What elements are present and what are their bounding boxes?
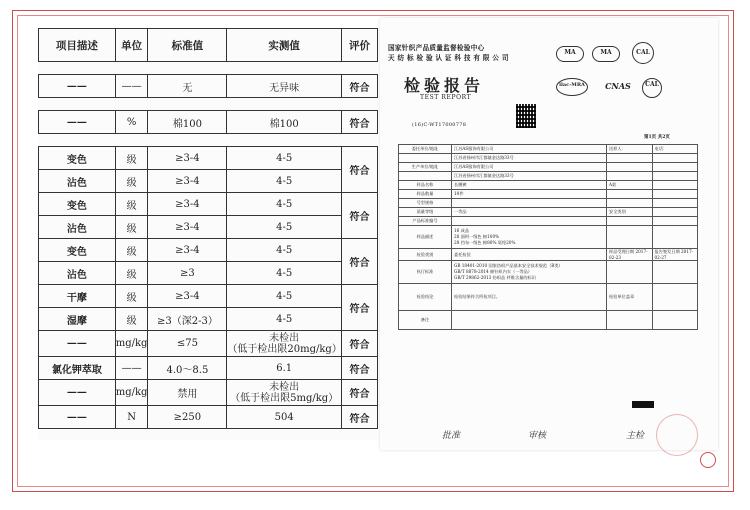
spec-cell-std: ≥250 [148, 406, 227, 429]
report-row-extra2 [652, 163, 698, 172]
spec-header-row [39, 29, 378, 62]
report-row-extra: 样品受理日期 2017-02-23 [607, 249, 653, 261]
spec-cell-unit: mg/kg [115, 331, 148, 357]
cnas-logo-icon: CNAS [605, 81, 631, 91]
gap-cell [148, 62, 227, 75]
report-row-label: 号型规格 [399, 199, 452, 208]
report-row-label [399, 172, 452, 181]
gap-cell [341, 134, 377, 147]
spec-cell-item: —— [39, 75, 116, 98]
spec-cell-val: 4-5 [227, 147, 342, 170]
spec-cell-res: 符合 [341, 193, 377, 239]
spec-cell-val: 未检出 （低于检出限5mg/kg） [227, 380, 342, 406]
report-row-extra [607, 261, 653, 284]
report-row-extra2: 电话： [652, 145, 698, 154]
table-row [399, 226, 698, 249]
gap-cell [341, 62, 377, 75]
table-row [39, 285, 378, 308]
report-title: 检验报告 [404, 76, 485, 95]
report-row-extra2 [652, 311, 698, 330]
spec-cell-val: 504 [227, 406, 342, 429]
report-row-value [452, 217, 607, 226]
spec-cell-val: 4-5 [227, 285, 342, 308]
spec-cell-std: ≥3-4 [148, 285, 227, 308]
corner-mark-icon [700, 452, 716, 468]
ma-logo-icon: MA [556, 46, 584, 62]
spec-cell-item: 变色 [39, 193, 116, 216]
spec-cell-res: 符合 [341, 111, 377, 134]
report-row-extra [607, 217, 653, 226]
spec-cell-unit: 级 [115, 239, 148, 262]
gap-cell [227, 134, 342, 147]
gap-cell [39, 62, 116, 75]
table-row [39, 357, 378, 380]
spec-gap-row [39, 62, 378, 75]
page-number: 第1页 共2页 [644, 135, 670, 140]
report-row-value: 江苏AS服饰有限公司 [452, 145, 607, 154]
spec-cell-std: ≥3-4 [148, 147, 227, 170]
spec-cell-unit: 级 [115, 193, 148, 216]
spec-cell-item: 沾色 [39, 216, 116, 239]
spec-cell-item: —— [39, 111, 116, 134]
spec-cell-std: ≥3 [148, 262, 227, 285]
gap-cell [227, 98, 342, 111]
report-row-value [452, 311, 607, 330]
report-row-label: 备注 [399, 311, 452, 330]
spec-cell-std: 4.0～8.5 [148, 357, 227, 380]
table-row [39, 216, 378, 239]
report-row-value: 10件 [452, 190, 607, 199]
table-row [39, 75, 378, 98]
signature-review: 审核 [528, 431, 547, 441]
report-header-line1: 国家针织产品质量监督检验中心 [388, 44, 485, 52]
report-row-extra [607, 172, 653, 181]
report-row-value: 江苏省扬州市江都镇金达路33号 [452, 172, 607, 181]
spec-cell-val: 6.1 [227, 357, 342, 380]
spec-cell-unit: mg/kg [115, 380, 148, 406]
table-row [39, 111, 378, 134]
gap-cell [148, 134, 227, 147]
table-row [399, 154, 698, 163]
spec-cell-item: 沾色 [39, 170, 116, 193]
report-row-label: 检验结论 [399, 284, 452, 311]
spec-cell-res: 符合 [341, 357, 377, 380]
report-row-extra2 [652, 181, 698, 190]
report-row-value: 一等品 [452, 208, 607, 217]
redaction-bar [632, 401, 654, 408]
spec-cell-res: 符合 [341, 75, 377, 98]
table-row [39, 380, 378, 406]
table-row [399, 181, 698, 190]
report-row-extra: 送样人： [607, 145, 653, 154]
spec-cell-res: 符合 [341, 285, 377, 331]
spec-cell-val: 4-5 [227, 216, 342, 239]
spec-cell-item: 变色 [39, 239, 116, 262]
spec-cell-std: 无 [148, 75, 227, 98]
gap-cell [39, 134, 116, 147]
report-row-extra2 [652, 172, 698, 181]
table-row [399, 145, 698, 154]
spec-cell-item: —— [39, 331, 116, 357]
report-row-label: 样品描述 [399, 226, 452, 249]
spec-cell-std: ≥3-4 [148, 216, 227, 239]
spec-cell-item: 湿摩 [39, 308, 116, 331]
spec-table [38, 28, 378, 429]
table-row [399, 172, 698, 181]
report-row-extra [607, 226, 653, 249]
spec-cell-item: 干摩 [39, 285, 116, 308]
table-row [399, 261, 698, 284]
spec-cell-val: 4-5 [227, 308, 342, 331]
report-row-value: 委托检验 [452, 249, 607, 261]
report-table [398, 144, 698, 330]
spec-cell-std: ≥3-4 [148, 170, 227, 193]
spec-cell-res: 符合 [341, 380, 377, 406]
spec-cell-unit: 级 [115, 216, 148, 239]
spec-cell-val: 棉100 [227, 111, 342, 134]
gap-cell [227, 62, 342, 75]
ilac-mra-logo-icon: ilac-MRA [556, 78, 588, 96]
cal-logo-icon: CAL [632, 42, 654, 64]
report-row-value: GB 18401-2010 国家纺织产品基本安全技术规范（B类） GB/T 8878-2014 棉针织内衣（一等品） GB/T 29862-2013 纺织品 纤维含量的标识 [452, 261, 607, 284]
header-item: 项目描述 [39, 29, 116, 62]
spec-cell-unit: 级 [115, 308, 148, 331]
gap-cell [115, 98, 148, 111]
signature-approve: 批准 [442, 431, 461, 441]
report-row-label: 生产单位/地址 [399, 163, 452, 172]
header-res: 评价 [341, 29, 377, 62]
report-row-extra [607, 190, 653, 199]
spec-cell-std: ≥3（深2-3） [148, 308, 227, 331]
report-row-value: 江苏省扬州市江都镇金达路33号 [452, 154, 607, 163]
spec-cell-unit: N [115, 406, 148, 429]
table-row [399, 249, 698, 261]
table-row [399, 199, 698, 208]
report-row-extra: 安全类别 [607, 208, 653, 217]
table-row [399, 311, 698, 330]
spec-cell-unit: 级 [115, 262, 148, 285]
ma-logo-icon-2: MA [592, 46, 620, 62]
gap-cell [341, 98, 377, 111]
spec-cell-item: 沾色 [39, 262, 116, 285]
report-row-extra: A款 [607, 181, 653, 190]
table-row [399, 208, 698, 217]
spec-cell-item: 氯化钾萃取 [39, 357, 116, 380]
table-row [39, 147, 378, 170]
spec-cell-unit: % [115, 111, 148, 134]
qr-code-icon [516, 104, 536, 128]
table-row [39, 331, 378, 357]
table-row [399, 163, 698, 172]
spec-cell-res: 符合 [341, 239, 377, 285]
report-row-extra2 [652, 284, 698, 311]
report-row-extra [607, 199, 653, 208]
report-row-label: 检验类别 [399, 249, 452, 261]
report-row-extra2 [652, 217, 698, 226]
report-number: (16)C-WT17000778 [412, 122, 467, 128]
report-row-label: 委托单位/地址 [399, 145, 452, 154]
gap-cell [39, 98, 116, 111]
spec-cell-val: 4-5 [227, 239, 342, 262]
table-row [399, 190, 698, 199]
table-row [399, 284, 698, 311]
spec-cell-std: 棉100 [148, 111, 227, 134]
spec-cell-std: 禁用 [148, 380, 227, 406]
report-row-extra2 [652, 199, 698, 208]
spec-cell-unit: —— [115, 75, 148, 98]
report-row-extra [607, 163, 653, 172]
spec-cell-unit: 级 [115, 170, 148, 193]
spec-cell-std: ≥3-4 [148, 239, 227, 262]
spec-cell-item: 变色 [39, 147, 116, 170]
gap-cell [115, 134, 148, 147]
table-row [39, 170, 378, 193]
report-row-value: 江苏AS服饰有限公司 [452, 163, 607, 172]
spec-cell-std: ≤75 [148, 331, 227, 357]
report-row-label: 产品标准编号 [399, 217, 452, 226]
report-row-extra2 [652, 208, 698, 217]
spec-cell-res: 符合 [341, 406, 377, 429]
report-row-value: 检验结果符合所检项目。 [452, 284, 607, 311]
spec-cell-res: 符合 [341, 331, 377, 357]
report-row-value: 长腰裤 [452, 181, 607, 190]
gap-cell [148, 98, 227, 111]
report-row-label: 质量等级 [399, 208, 452, 217]
spec-cell-val: 无异味 [227, 75, 342, 98]
header-val: 实测值 [227, 29, 342, 62]
header-std: 标准值 [148, 29, 227, 62]
report-row-label [399, 154, 452, 163]
header-unit: 单位 [115, 29, 148, 62]
spec-cell-val: 4-5 [227, 170, 342, 193]
report-row-extra [607, 311, 653, 330]
table-row [39, 406, 378, 429]
report-row-value: 16 成品 28 面料一级色 棉100% 28 挡布一级色 棉80% 氨纶20% [452, 226, 607, 249]
table-row [39, 239, 378, 262]
spec-cell-res: 符合 [341, 147, 377, 193]
spec-cell-val: 未检出 （低于检出限20mg/kg） [227, 332, 342, 355]
spec-cell-val: 4-5 [227, 262, 342, 285]
report-row-extra2 [652, 261, 698, 284]
spec-cell-std: ≥3-4 [148, 193, 227, 216]
table-row [399, 217, 698, 226]
spec-cell-unit: —— [115, 357, 148, 380]
official-stamp-icon [656, 414, 698, 456]
signature-inspector: 主检 [626, 431, 645, 441]
cal-logo-icon-2: CAL [642, 78, 662, 98]
spec-cell-item: —— [39, 380, 116, 406]
report-row-extra2 [652, 190, 698, 199]
test-report-page [380, 18, 718, 450]
report-row-value [452, 199, 607, 208]
spec-gap-row [39, 134, 378, 147]
report-row-extra: 检验单位盖章 [607, 284, 653, 311]
table-row [39, 308, 378, 331]
report-row-extra2 [652, 154, 698, 163]
report-row-label: 样品名称 [399, 181, 452, 190]
table-row [39, 262, 378, 285]
report-row-extra2 [652, 226, 698, 249]
report-row-label: 执行标准 [399, 261, 452, 284]
spec-cell-unit: 级 [115, 285, 148, 308]
spec-gap-row [39, 98, 378, 111]
spec-cell-unit: 级 [115, 147, 148, 170]
report-row-label: 样品数量 [399, 190, 452, 199]
table-row [39, 193, 378, 216]
spec-cell-item: —— [39, 406, 116, 429]
report-row-extra2: 报告签发日期 2017-02-27 [652, 249, 698, 261]
report-subtitle: TEST REPORT [420, 94, 472, 101]
spec-cell-val: 4-5 [227, 193, 342, 216]
report-header-line2: 天 纺 标 检 验 认 证 科 技 有 限 公 司 [388, 54, 509, 62]
report-row-extra [607, 154, 653, 163]
gap-cell [115, 62, 148, 75]
